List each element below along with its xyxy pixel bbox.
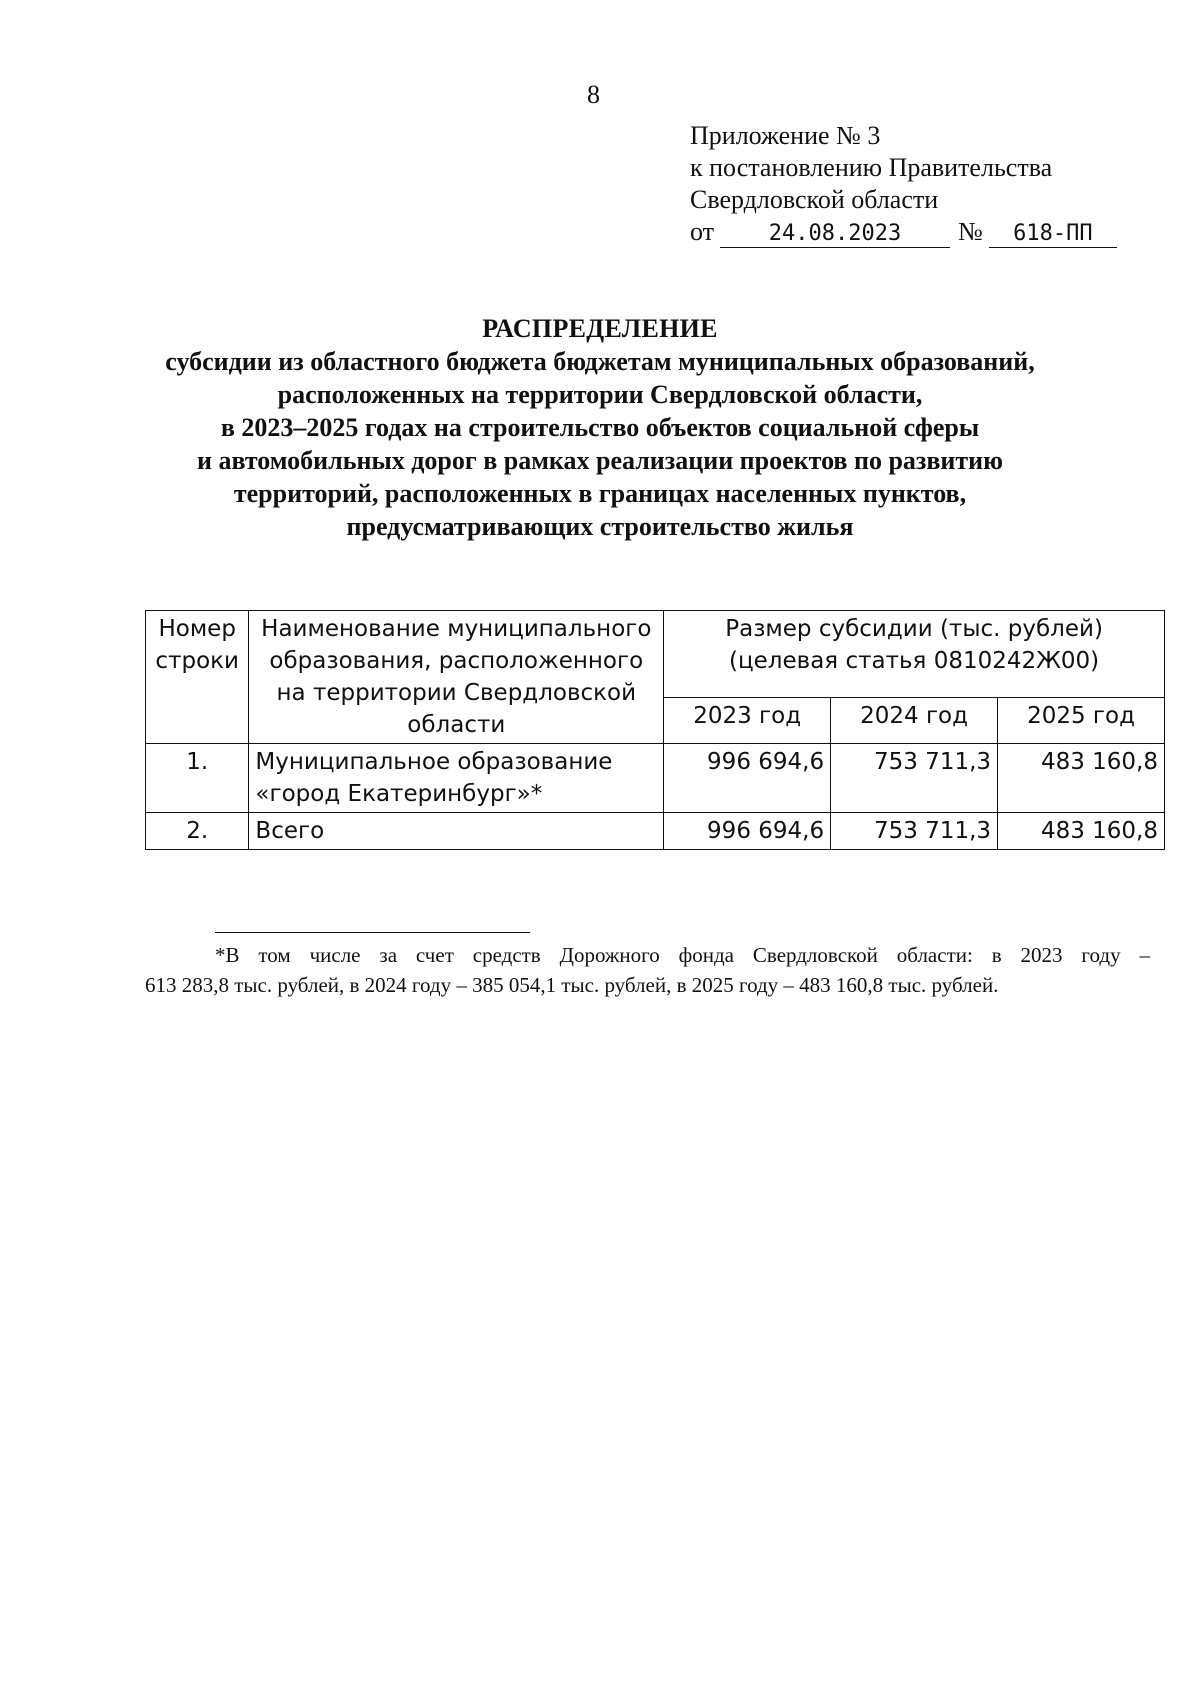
header-municipality-name: Наименование муниципального образования, расположенного на территории Свердловской области: [249, 611, 664, 744]
row-value-2024: 753 711,3: [831, 813, 998, 850]
table-header-row: [146, 611, 1165, 698]
appendix-resolution-line: к постановлению Правительства: [690, 153, 1053, 182]
header-subsidy-amount: Размер субсидии (тыс. рублей) (целевая статья 0810242Ж00): [664, 611, 1165, 698]
title-line: субсидии из областного бюджета бюджетам муниципальных образований,: [165, 347, 1035, 376]
document-title: [0, 312, 1200, 543]
header-year-2025: 2025 год: [998, 697, 1165, 743]
page-number: 8: [587, 80, 600, 109]
row-value-2024: 753 711,3: [831, 744, 998, 813]
row-name: Муниципальное образование «город Екатеринбург»*: [249, 744, 664, 813]
footnote-line: *В том числе за счет средств Дорожного фонда Свердловской области: в 2023 году –: [215, 943, 1150, 967]
appendix-title: Приложение № 3: [690, 121, 881, 150]
header-row-number: Номер строки: [146, 611, 249, 744]
title-line: и автомобильных дорог в рамках реализации проектов по развитию: [197, 446, 1003, 475]
date-prefix: от: [690, 217, 715, 246]
footnote-line: 613 283,8 тыс. рублей, в 2024 году – 385 054,1 тыс. рублей, в 2025 году – 483 160,8 тыс. рублей.: [145, 973, 999, 997]
resolution-number: 618-ПП: [989, 221, 1117, 248]
title-line: территорий, расположенных в границах населенных пунктов,: [233, 479, 967, 508]
row-value-2023: 996 694,6: [664, 813, 831, 850]
row-value-2025: 483 160,8: [998, 813, 1165, 850]
subsidy-table: [145, 610, 1165, 850]
appendix-block: [690, 120, 1117, 248]
title-line: предусматривающих строительство жилья: [346, 512, 854, 541]
appendix-region-line: Свердловской области: [690, 185, 939, 214]
title-heading: РАСПРЕДЕЛЕНИЕ: [482, 314, 718, 343]
table-row-total: [146, 813, 1165, 850]
title-line: в 2023–2025 годах на строительство объектов социальной сферы: [220, 413, 980, 442]
header-year-2023: 2023 год: [664, 697, 831, 743]
row-name: Всего: [249, 813, 664, 850]
table-row: [146, 744, 1165, 813]
title-line: расположенных на территории Свердловской области,: [277, 380, 923, 409]
row-value-2023: 996 694,6: [664, 744, 831, 813]
number-prefix: №: [958, 217, 983, 246]
footnote: [145, 940, 1150, 1000]
row-value-2025: 483 160,8: [998, 744, 1165, 813]
header-year-2024: 2024 год: [831, 697, 998, 743]
row-number: 2.: [146, 813, 249, 850]
resolution-date: 24.08.2023: [720, 221, 950, 248]
appendix-date-number-line: [690, 216, 1117, 248]
row-number: 1.: [146, 744, 249, 813]
footnote-divider: [215, 932, 530, 933]
